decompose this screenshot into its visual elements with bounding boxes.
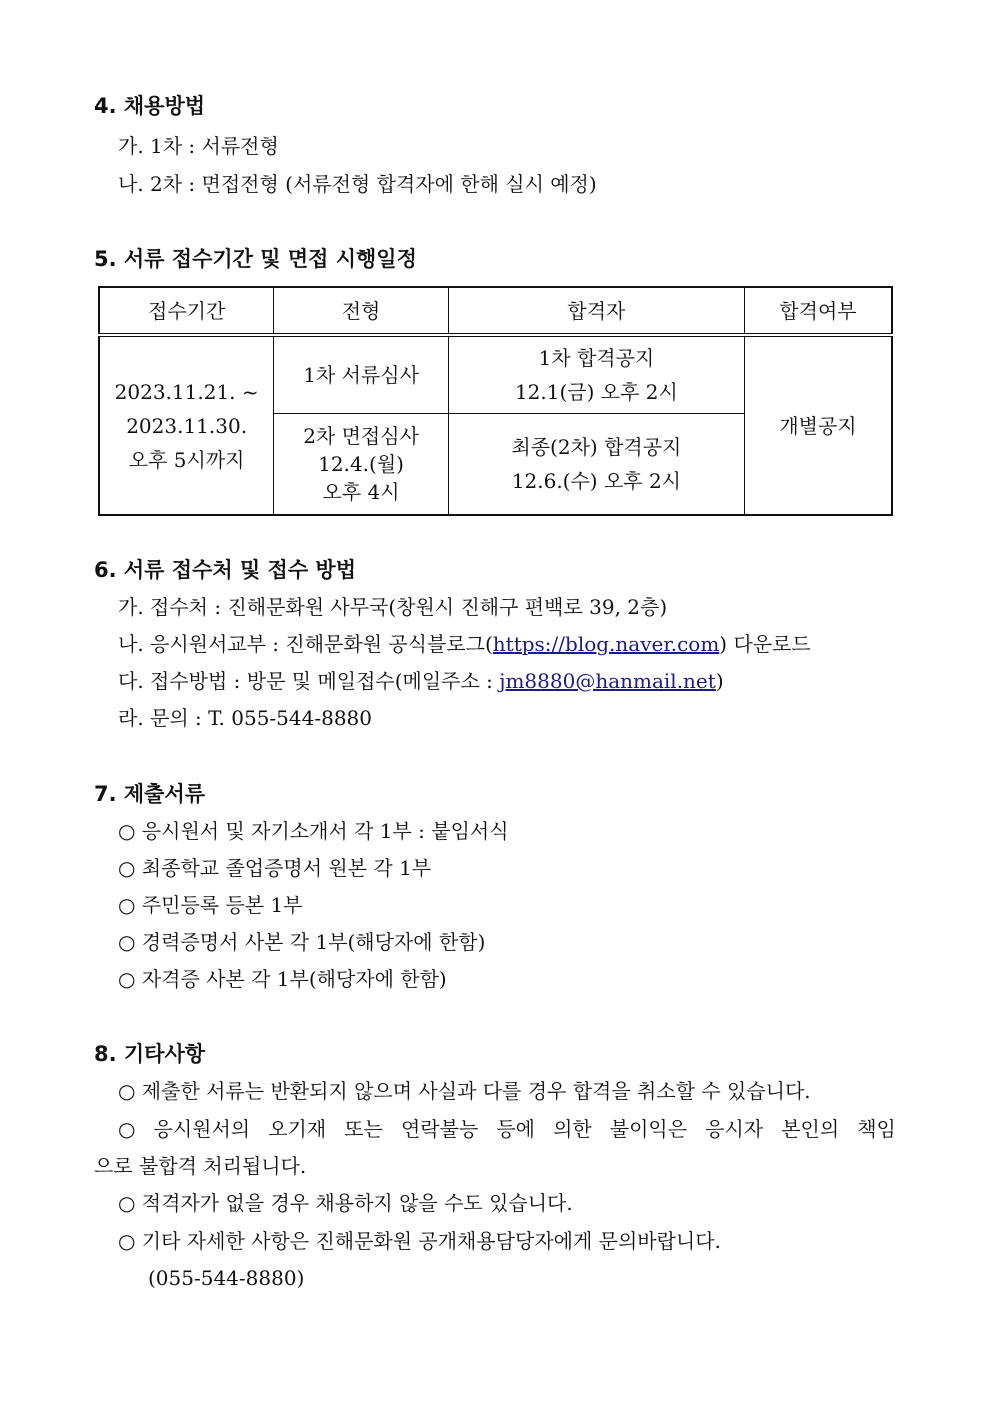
- round-1-result: [448, 335, 744, 414]
- table-header-row: [99, 287, 892, 335]
- round-2-type-time: 오후 4시: [322, 480, 400, 505]
- period-end: 2023.11.30.: [126, 413, 248, 438]
- list-item-justified: [118, 1116, 896, 1142]
- section-4-title: 4. 채용방법: [94, 94, 206, 118]
- list-item-continuation: 으로 불합격 처리됩니다.: [94, 1154, 307, 1178]
- period-cell: [99, 335, 274, 515]
- item-b-suffix: ) 다운로드: [719, 632, 811, 656]
- word: 또는: [344, 1117, 383, 1141]
- round-2-result-date: 12.6.(수) 오후 2시: [511, 469, 681, 494]
- item-c-text: 다. 접수방법 : 방문 및 메일접수(메일주소 :: [118, 669, 500, 693]
- round-2-type-date: 12.4.(월): [318, 452, 404, 477]
- section-6-item-d: 라. 문의 : T. 055-544-8880: [118, 706, 373, 730]
- period-start: 2023.11.21. ~: [114, 379, 259, 404]
- round-1-result-date: 12.1(금) 오후 2시: [514, 380, 678, 405]
- round-2-result-title: 최종(2차) 합격공지: [511, 435, 682, 460]
- section-6-item-b: [118, 631, 811, 657]
- item-b-text: 나. 응시원서교부 : 진해문화원 공식블로그(: [118, 632, 493, 656]
- section-6-title: 6. 서류 접수처 및 접수 방법: [94, 558, 357, 582]
- word: 책임: [857, 1117, 896, 1141]
- header-period: 접수기간: [99, 287, 274, 335]
- section-6-item-a: 가. 접수처 : 진해문화원 사무국(창원시 진해구 편백로 39, 2층): [118, 595, 668, 619]
- list-item: ○ 적격자가 없을 경우 채용하지 않을 수도 있습니다.: [118, 1191, 573, 1215]
- list-item: ○ 주민등록 등본 1부: [118, 893, 303, 917]
- section-8-title: 8. 기타사항: [94, 1042, 206, 1066]
- word: ○: [118, 1117, 136, 1141]
- word: 불이익은: [609, 1117, 688, 1141]
- header-status: 합격여부: [744, 287, 892, 335]
- email-link[interactable]: jm8880@hanmail.net: [499, 669, 716, 693]
- round-2-type: [274, 414, 449, 515]
- section-5-title: 5. 서류 접수기간 및 면접 시행일정: [94, 247, 417, 271]
- round-1-type: 1차 서류심사: [274, 335, 449, 414]
- blog-link[interactable]: https://blog.naver.com: [492, 632, 720, 656]
- section-6-item-c: [118, 668, 724, 694]
- contact-phone: (055-544-8880): [148, 1266, 305, 1290]
- word: 응시자: [705, 1117, 764, 1141]
- list-item: ○ 최종학교 졸업증명서 원본 각 1부: [118, 856, 432, 880]
- word: 의한: [553, 1117, 592, 1141]
- table-row: [99, 335, 892, 414]
- header-result: 합격자: [448, 287, 744, 335]
- section-4-item-2: 나. 2차 : 면접전형 (서류전형 합격자에 한해 실시 예정): [118, 172, 597, 196]
- round-1-result-title: 1차 합격공지: [538, 346, 655, 371]
- section-7-title: 7. 제출서류: [94, 782, 206, 806]
- word: 본인의: [781, 1117, 840, 1141]
- notice-cell: 개별공지: [744, 335, 892, 515]
- round-2-type-title: 2차 면접심사: [303, 424, 419, 449]
- period-deadline: 오후 5시까지: [128, 447, 245, 472]
- word: 연락불능: [400, 1117, 479, 1141]
- header-type: 전형: [274, 287, 449, 335]
- section-4-item-1: 가. 1차 : 서류전형: [118, 134, 279, 158]
- word: 오기재: [268, 1117, 327, 1141]
- word: 응시원서의: [153, 1117, 251, 1141]
- list-item: ○ 기타 자세한 사항은 진해문화원 공개채용담당자에게 문의바랍니다.: [118, 1229, 721, 1253]
- list-item: ○ 경력증명서 사본 각 1부(해당자에 한함): [118, 930, 486, 954]
- list-item: ○ 응시원서 및 자기소개서 각 1부 : 붙임서식: [118, 819, 509, 843]
- round-2-result: [448, 414, 744, 515]
- list-item: ○ 자격증 사본 각 1부(해당자에 한함): [118, 967, 447, 991]
- list-item: ○ 제출한 서류는 반환되지 않으며 사실과 다를 경우 합격을 취소할 수 있습니다.: [118, 1079, 811, 1103]
- schedule-table: [98, 286, 893, 516]
- item-c-suffix: ): [715, 669, 724, 693]
- word: 등에: [496, 1117, 535, 1141]
